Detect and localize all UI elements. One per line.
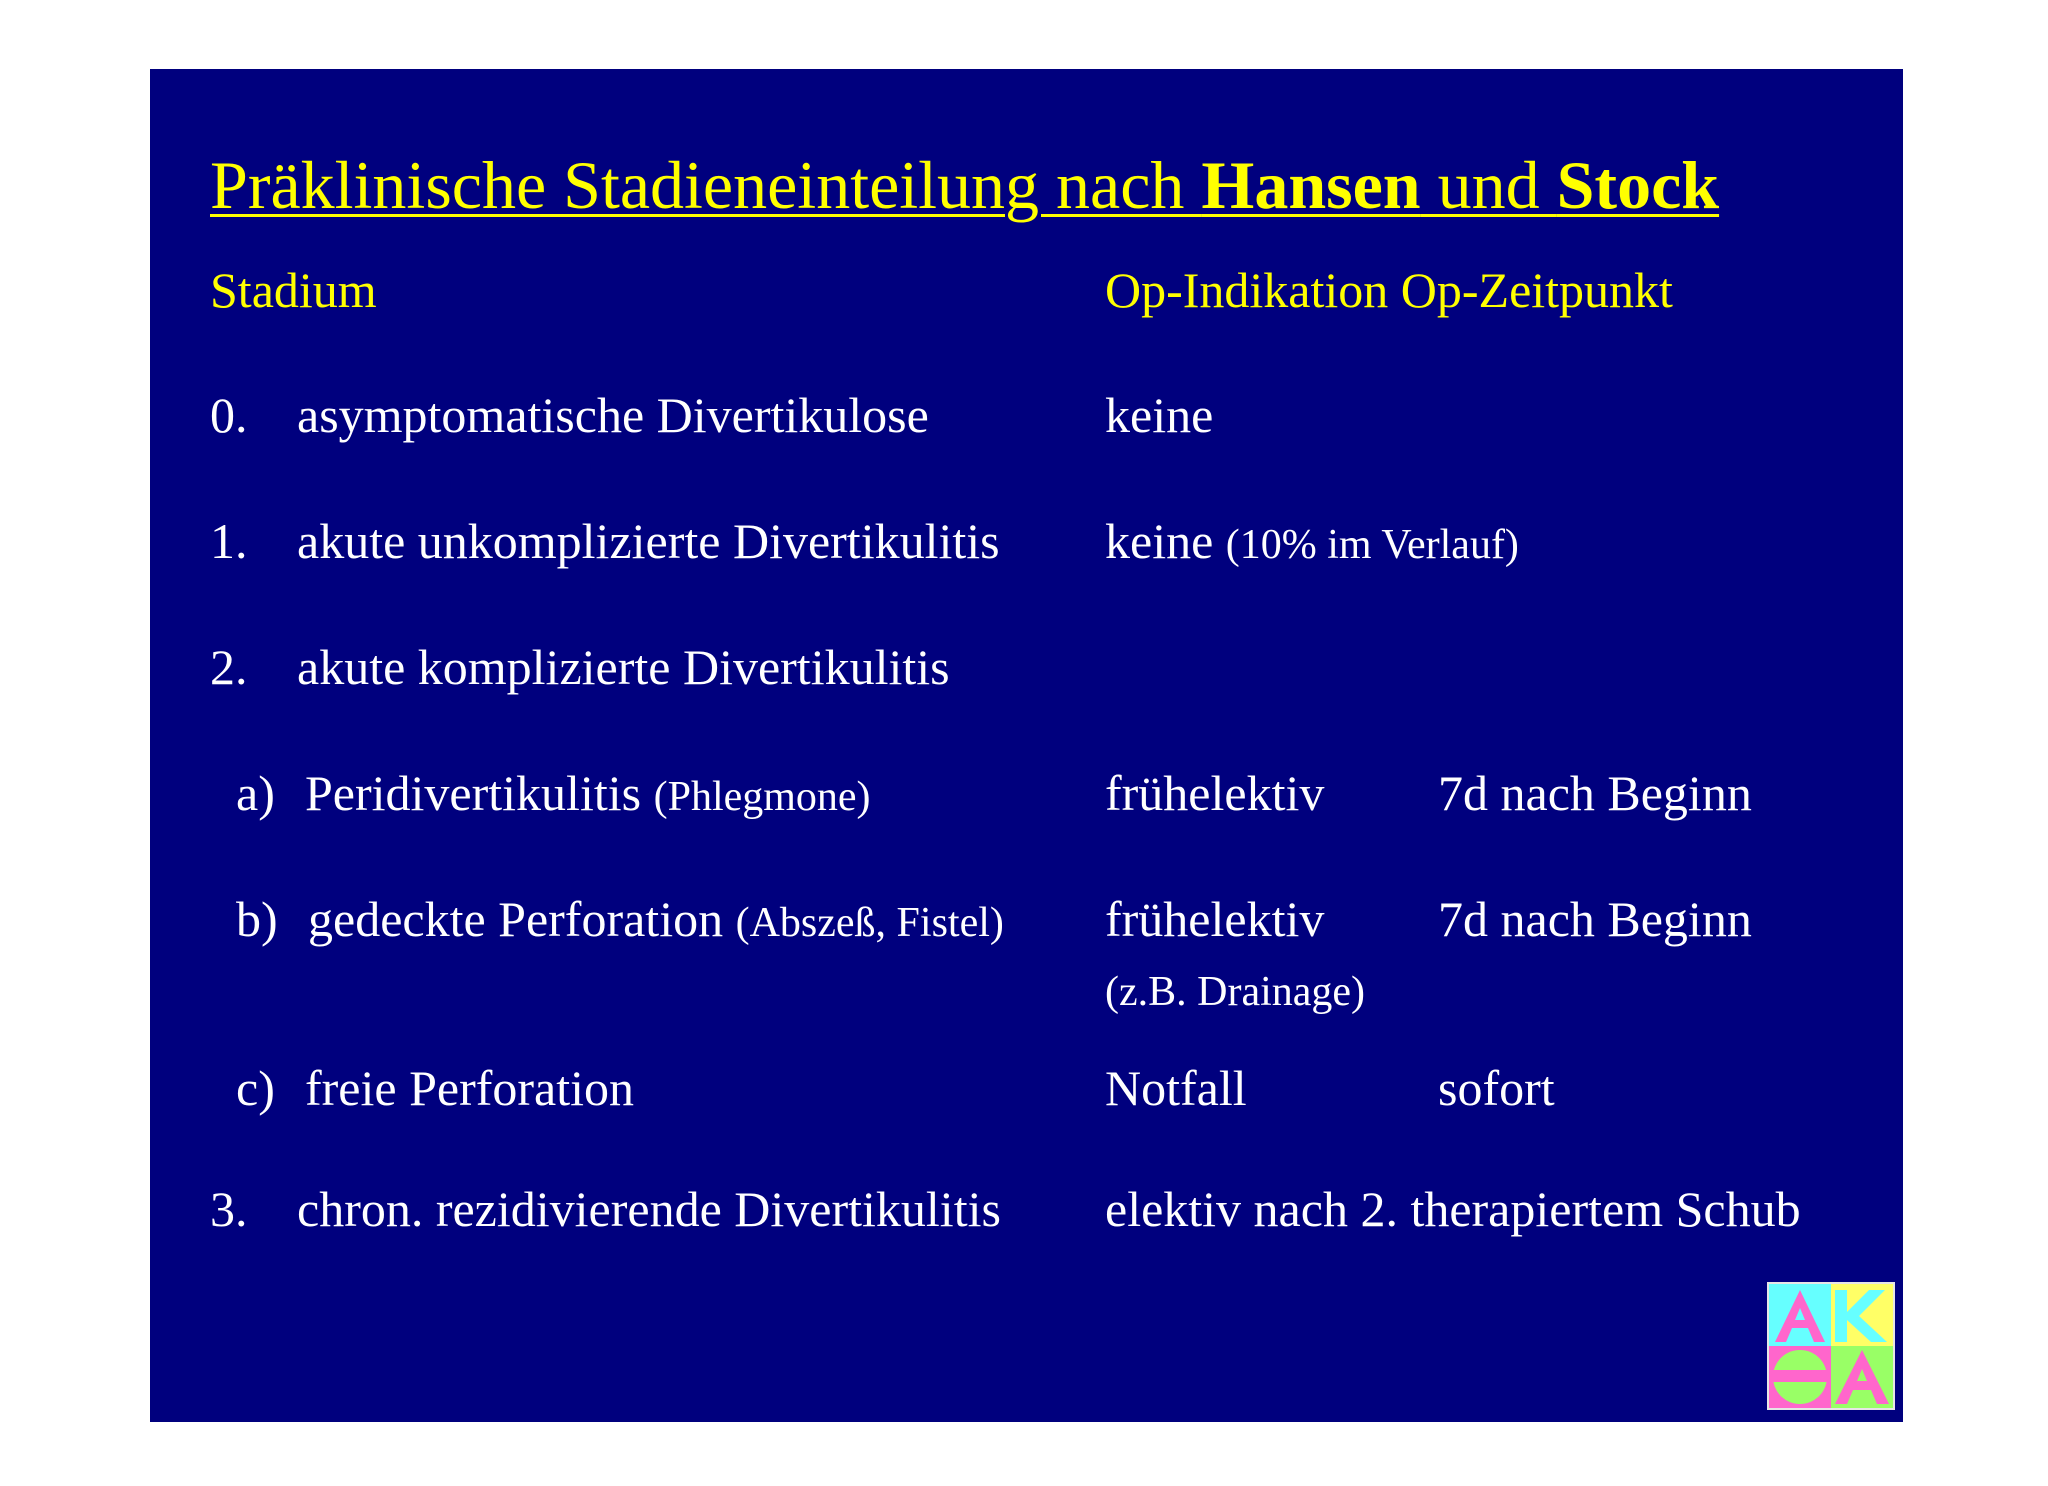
row-2b-timing: 7d nach Beginn [1438,891,1752,947]
akca-logo [1767,1282,1895,1410]
header-stadium: Stadium [210,262,377,318]
row-1-indication: keine (10% im Verlauf) [1105,513,1519,569]
row-2b-label: gedeckte Perforation (Abszeß, Fistel) [308,891,1004,947]
row-1-label: akute unkomplizierte Divertikulitis [297,513,1000,569]
row-1-number: 1. [210,513,248,569]
row-2c-letter: c) [236,1060,275,1116]
row-2-number: 2. [210,639,248,695]
row-3-label: chron. rezidivierende Divertikulitis [297,1181,1001,1237]
slide [150,69,1903,1422]
row-2b-note: (Abszeß, Fistel) [735,900,1004,946]
header-op: Op-Indikation Op-Zeitpunkt [1105,262,1673,318]
row-2b-letter: b) [236,891,278,947]
row-1-indication-note: (10% im Verlauf) [1225,522,1519,568]
slide-title: Präklinische Stadieneinteilung nach Hansen und Stock [210,147,1720,223]
row-3-number: 3. [210,1181,248,1237]
row-2a-note: (Phlegmone) [653,774,871,820]
row-2a-timing: 7d nach Beginn [1438,765,1752,821]
row-2c-timing: sofort [1438,1060,1555,1116]
row-2b-indication: frühelektiv [1105,891,1325,947]
row-2b-indication-sub: (z.B. Drainage) [1105,969,1366,1015]
row-0-indication: keine [1105,387,1214,443]
row-2a-indication: frühelektiv [1105,765,1325,821]
row-2c-indication: Notfall [1105,1060,1247,1116]
row-2c-label: freie Perforation [305,1060,635,1116]
row-3-indication: elektiv nach 2. therapiertem Schub [1105,1181,1801,1237]
row-2-label: akute komplizierte Divertikulitis [297,639,950,695]
row-2a-label: Peridivertikulitis (Phlegmone) [305,765,871,821]
row-0-label: asymptomatische Divertikulose [297,387,929,443]
row-0-number: 0. [210,387,248,443]
row-2a-letter: a) [236,765,275,821]
